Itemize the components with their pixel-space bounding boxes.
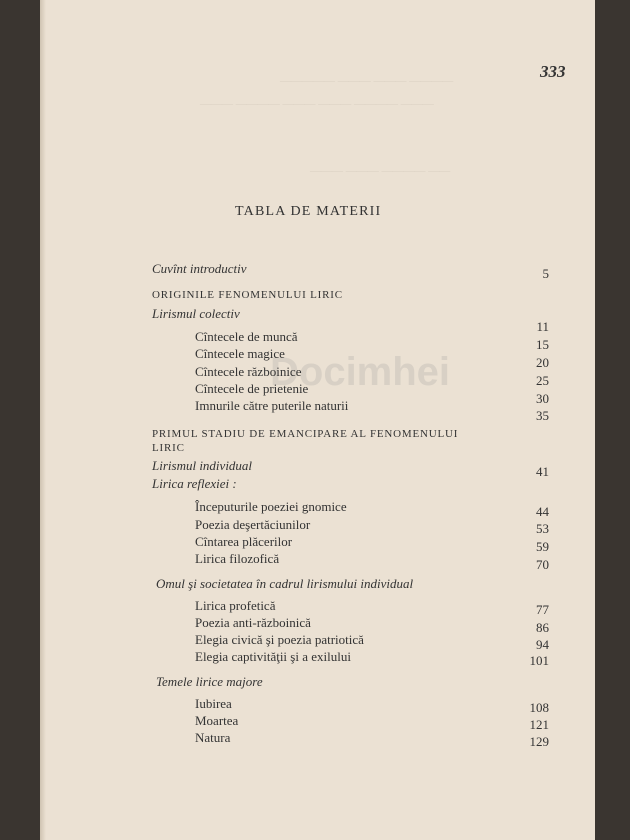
toc-page: 108 [529, 700, 549, 715]
toc-page: 121 [529, 717, 549, 732]
toc-section-heading: PRIMUL STADIU DE EMANCIPARE AL FENOMENULUI [152, 428, 459, 440]
toc-page: 30 [536, 391, 549, 406]
bleed-through-text: ——— ——— ———— —— [310, 165, 451, 177]
toc-entry: Poezia deşertăciunilor [195, 517, 311, 532]
toc-page: 35 [536, 408, 549, 423]
toc-section-heading: ORIGINILE FENOMENULUI LIRIC [152, 289, 343, 301]
toc-entry: Cîntarea plăcerilor [195, 534, 293, 549]
toc-entry: Lirica profetică [195, 598, 276, 613]
toc-page: 15 [536, 337, 549, 352]
toc-entry: Elegia captivităţii şi a exilului [195, 649, 351, 664]
book-page [40, 0, 595, 840]
toc-entry: Cîntecele războinice [195, 364, 302, 379]
toc-entry: Iubirea [195, 696, 232, 711]
toc-page: 94 [536, 637, 549, 652]
bleed-through-text: ————— ——— ——— ———— [280, 75, 454, 87]
toc-page: 129 [529, 734, 549, 749]
toc-page: 86 [536, 620, 549, 635]
toc-subsection: Temele lirice majore [156, 674, 263, 689]
toc-section-heading: LIRIC [152, 442, 185, 454]
toc-subsection: Lirismul colectiv [152, 306, 240, 321]
toc-entry: Cîntecele de prietenie [195, 381, 309, 396]
toc-subsection: Lirismul individual [152, 458, 253, 473]
toc-entry: Poezia anti-războinică [195, 615, 311, 630]
toc-entry: Natura [195, 730, 231, 745]
toc-entry: Începuturile poeziei gnomice [195, 499, 347, 514]
toc-page: 53 [536, 521, 549, 536]
toc-entry: Imnurile către puterile naturii [195, 398, 349, 413]
toc-page: 101 [529, 653, 549, 668]
toc-page: 77 [536, 602, 549, 617]
toc-entry: Cîntecele de muncă [195, 329, 298, 344]
toc-page: 20 [536, 355, 549, 370]
page-title: TABLA DE MATERII [235, 204, 382, 219]
toc-page: 5 [542, 266, 549, 281]
toc-page: 44 [536, 504, 549, 519]
toc-entry: Elegia civică şi poezia patriotică [195, 632, 364, 647]
toc-page: 70 [536, 557, 549, 572]
toc-entry: Lirica filozofică [195, 551, 280, 566]
toc-subsection: Lirica reflexiei : [152, 476, 237, 491]
bleed-through-text: ——— ———— ——— ——— ———— ——— [200, 98, 434, 110]
page-edge [40, 0, 46, 840]
toc-subsection: Omul şi societatea în cadrul lirismului individual [156, 576, 414, 591]
page-number: 333 [540, 62, 566, 81]
toc-page: 11 [536, 319, 549, 334]
toc-entry: Moartea [195, 713, 239, 728]
toc-page: 41 [536, 464, 549, 479]
watermark: Docimhei [270, 350, 451, 394]
toc-entry: Cuvînt introductiv [152, 261, 247, 276]
toc-page: 25 [536, 373, 549, 388]
toc-entry: Cîntecele magice [195, 346, 285, 361]
toc-page: 59 [536, 539, 549, 554]
